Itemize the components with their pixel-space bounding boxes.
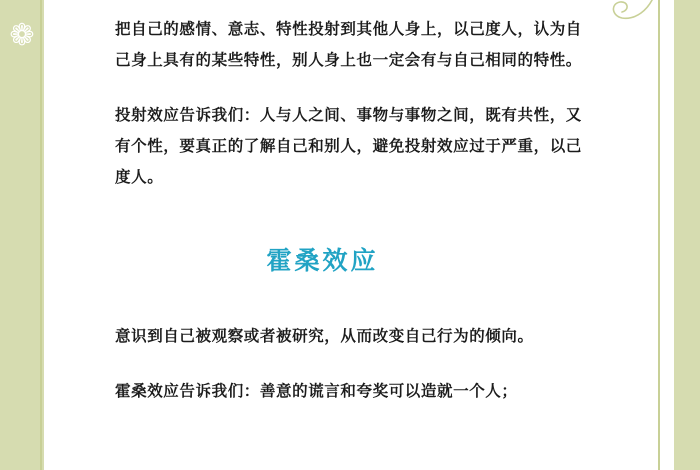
paragraph-projection-definition: 把自己的感情、意志、特性投射到其他人身上，以己度人，认为自己身上具有的某些特性，别人身上也一定会有与自己相同的特性。 bbox=[115, 21, 582, 69]
section-heading-hawthorne: 霍桑效应 bbox=[266, 247, 379, 275]
swirl-icon bbox=[596, 0, 656, 34]
document-body bbox=[115, 0, 585, 470]
left-band-rule bbox=[40, 0, 42, 470]
right-band-inner-gap bbox=[660, 0, 674, 470]
paragraph-hawthorne-definition: 意识到自己被观察或者被研究，从而改变自己行为的倾向。 bbox=[115, 328, 534, 345]
paragraph-projection-lesson: 投射效应告诉我们：人与人之间、事物与事物之间，既有共性，又有个性，要真正的了解自己和别人，避免投射效应过于严重，以己度人。 bbox=[115, 107, 582, 186]
flower-icon: ❁ bbox=[9, 19, 35, 52]
left-band-inner-gap bbox=[44, 0, 58, 470]
paragraph-hawthorne-lesson: 霍桑效应告诉我们：善意的谎言和夸奖可以造就一个人； bbox=[115, 383, 518, 400]
